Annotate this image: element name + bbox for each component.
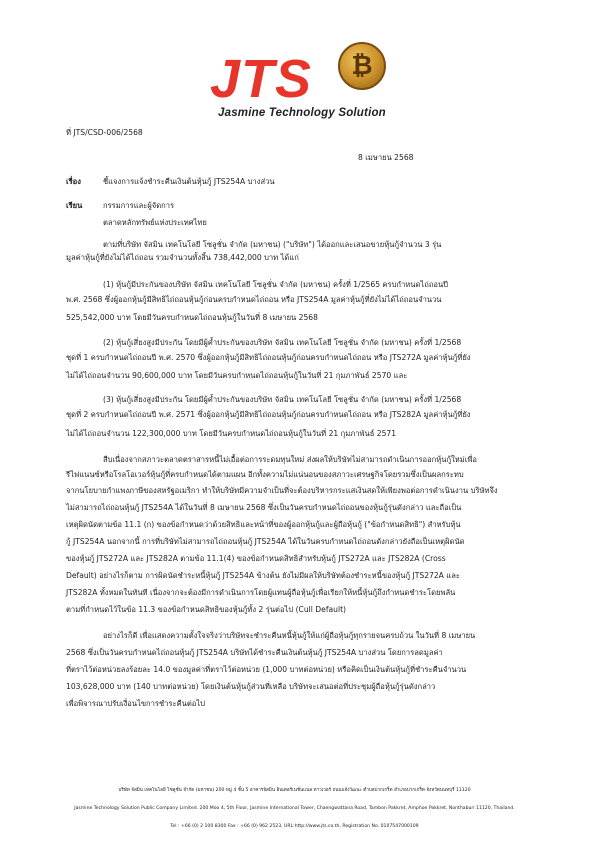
reference-number: ที่ JTS/CSD-006/2568 (66, 128, 143, 137)
bitcoin-coin-icon (338, 42, 386, 90)
footer-address-english: Jasmine Technology Solution Public Company Limited. 200 Moo 4, 5th Floor, Jasmine International Tower, Chaengwattana Road, Tambon Pakkret, Amphoe Pakkret, Nonthaburi 11120, Thailand. (74, 806, 515, 811)
item-2-line: ชุดที่ 1 ครบกำหนดไถ่ถอนปี พ.ศ. 2570 ซึ่งผู้ออกหุ้นกู้มีสิทธิไถ่ถอนหุ้นกู้ก่อนครบกำหนดไถ่ถอน หรือ JTS272A มูลค่าหุ้นกู้ที่ยัง (66, 353, 471, 362)
recipient-label: เรียน (66, 201, 83, 210)
company-logo-text: JTS (210, 49, 313, 109)
paragraph-3-line: 103,628,000 บาท (140 บาทต่อหน่วย) โดยเงินต้นหุ้นกู้ส่วนที่เหลือ บริษัทจะเสนอต่อที่ประชุมผู้ถือหุ้นกู้รุ่นดังกล่าว (66, 682, 436, 691)
company-subtitle: Jasmine Technology Solution (218, 107, 386, 119)
item-3-line: ชุดที่ 2 ครบกำหนดไถ่ถอนปี พ.ศ. 2571 ซึ่งผู้ออกหุ้นกู้มีสิทธิไถ่ถอนหุ้นกู้ก่อนครบกำหนดไถ่ถอน หรือ JTS282A มูลค่าหุ้นกู้ที่ยัง (66, 410, 471, 419)
item-2-line: (2) หุ้นกู้เสี่ยงสูงมีประกัน โดยมีผู้ค้ำประกันของบริษัท จัสมิน เทคโนโลยี โซลูชั่น จำกัด (มหาชน) ครั้งที่ 1/2568 (103, 338, 462, 347)
item-1-line: 525,542,000 บาท โดยมีวันครบกำหนดไถ่ถอนหุ้นกู้ในวันที่ 8 เมษายน 2568 (66, 313, 318, 322)
paragraph-2-line: ของหุ้นกู้ JTS272A และ JTS282A ตามข้อ 11.1(4) ของข้อกำหนดสิทธิสำหรับหุ้นกู้ JTS272A และ JTS282A (Cross (66, 554, 446, 563)
paragraph-2-line: ไม่สามารถไถ่ถอนหุ้นกู้ JTS254A ได้ในวันที่ 8 เมษายน 2568 ซึ่งเป็นวันครบกำหนดไถ่ถอนของหุ้นกู้รุ่นดังกล่าว และถือเป็น (66, 503, 462, 512)
item-3-line: ไม่ได้ไถ่ถอนจำนวน 122,300,000 บาท โดยมีวันครบกำหนดไถ่ถอนหุ้นกู้ในวันที่ 21 กุมภาพันธ์ 2571 (66, 429, 397, 438)
paragraph-2-line: Default) อย่างไรก็ตาม การผิดนัดชำระหนี้หุ้นกู้ JTS254A ข้างต้น ยังไม่มีผลให้บริษัทต้องชำระหนี้ของหุ้นกู้ JTS272A และ (66, 571, 460, 580)
recipient-line-1: กรรมการและผู้จัดการ (103, 201, 175, 210)
subject-text: ชี้แจงการแจ้งชำระคืนเงินต้นหุ้นกู้ JTS254A บางส่วน (103, 177, 275, 186)
paragraph-2-line: สืบเนื่องจากสภาวะตลาดตราสารหนี้ไม่เอื้อต่อการระดมทุนใหม่ ส่งผลให้บริษัทไม่สามารถดำเนินการออกหุ้นกู้ใหม่เพื่อ (103, 455, 477, 464)
intro-line: มูลค่าหุ้นกู้ที่ยังไม่ได้ไถ่ถอน รวมจำนวนทั้งสิ้น 738,442,000 บาท ได้แก่ (66, 253, 299, 262)
paragraph-3-line: 2568 ซึ่งเป็นวันครบกำหนดไถ่ถอนหุ้นกู้ JTS254A บริษัทได้ชำระคืนเงินต้นหุ้นกู้ JTS254A บางส่วน โดยการลดมูลค่า (66, 648, 443, 657)
paragraph-2-line: จากนโยบายกำแพงภาษีของสหรัฐอเมริกา ทำให้บริษัทมีความจำเป็นที่จะต้องบริหารกระแสเงินสดให้เพียงพอต่อการดำเนินงาน บริษัทจึง (66, 486, 498, 495)
paragraph-3-line: ที่ตราไว้ต่อหน่วยลงร้อยละ 14.0 ของมูลค่าที่ตราไว้ต่อหน่วย (1,000 บาทต่อหน่วย) หรือคิดเป็นเงินต้นหุ้นกู้ที่ชำระคืนจำนวน (66, 665, 467, 674)
paragraph-2-line: JTS282A ทั้งหมดในทันที เนื่องจากจะต้องมีการดำเนินการโดยผู้แทนผู้ถือหุ้นกู้เพื่อเรียกให้หนี้หุ้นกู้ถึงกำหนดชำระโดยพลัน (66, 588, 456, 597)
item-1-line: พ.ศ. 2568 ซึ่งผู้ออกหุ้นกู้มีสิทธิไถ่ถอนหุ้นกู้ก่อนครบกำหนดไถ่ถอน หรือ JTS254A มูลค่าหุ้นกู้ที่ยังไม่ได้ไถ่ถอนจำนวน (66, 295, 442, 304)
item-2-line: ไม่ได้ไถ่ถอนจำนวน 90,600,000 บาท โดยมีวันครบกำหนดไถ่ถอนหุ้นกู้ในวันที่ 21 กุมภาพันธ์ 2570 และ (66, 371, 408, 380)
intro-line: ตามที่บริษัท จัสมิน เทคโนโลยี โซลูชั่น จำกัด (มหาชน) ("บริษัท") ได้ออกและเสนอขายหุ้นกู้จำนวน 3 รุ่น (103, 240, 442, 249)
paragraph-2-line: เหตุผิดนัดตามข้อ 11.1 (ก) ของข้อกำหนดว่าด้วยสิทธิและหน้าที่ของผู้ออกหุ้นกู้และผู้ถือหุ้นกู้ ("ข้อกำหนดสิทธิ") สำหรับหุ้น (66, 520, 461, 529)
bitcoin-symbol: ₿ (351, 51, 373, 81)
paragraph-2-line: ตามที่กำหนดไว้ในข้อ 11.3 ของข้อกำหนดสิทธิของหุ้นกู้ทั้ง 2 รุ่นต่อไป (Cull Default) (66, 605, 347, 614)
paragraph-3-line: อย่างไรก็ดี เพื่อแสดงความตั้งใจจริงว่าบริษัทจะชำระคืนหนี้หุ้นกู้ให้แก่ผู้ถือหุ้นกู้ทุกรายจนครบถ้วน ในวันที่ 8 เมษายน (103, 631, 476, 640)
paragraph-2-line: กู้ JTS254A นอกจากนี้ การที่บริษัทไม่สามารถไถ่ถอนหุ้นกู้ JTS254A ได้ในวันครบกำหนดไถ่ถอนดังกล่าวยังถือเป็นเหตุผิดนัด (66, 537, 465, 546)
item-1-line: (1) หุ้นกู้มีประกันของบริษัท จัสมิน เทคโนโลยี โซลูชั่น จำกัด (มหาชน) ครั้งที่ 1/2565 ครบกำหนดไถ่ถอนปี (103, 280, 448, 289)
item-3-line: (3) หุ้นกู้เสี่ยงสูงมีประกัน โดยมีผู้ค้ำประกันของบริษัท จัสมิน เทคโนโลยี โซลูชั่น จำกัด (มหาชน) ครั้งที่ 1/2568 (103, 395, 462, 404)
letter-date: 8 เมษายน 2568 (358, 153, 414, 162)
footer-address-thai: บริษัท จัสมิน เทคโนโลยี โซลูชั่น จำกัด (มหาชน) 200 หมู่ 4 ชั้น 5 อาคารจัสมิน อินเตอร์เนชั่นแนล ทาวเวอร์ ถนนแจ้งวัฒนะ ตำบลปากเกร็ด อำเภอปากเกร็ด จังหวัดนนทบุรี 11120 (118, 788, 471, 793)
subject-label: เรื่อง (66, 177, 81, 186)
paragraph-2-line: รีไฟแนนซ์หรือโรลโอเวอร์หุ้นกู้ที่ครบกำหนดได้ตามแผน อีกทั้งความไม่แน่นอนของสภาวะเศรษฐกิจโดยรวมซึ่งเป็นผลกระทบ (66, 470, 464, 479)
paragraph-3-line: เพื่อพิจารณาปรับเงื่อนไขการชำระคืนต่อไป (66, 699, 205, 708)
recipient-line-2: ตลาดหลักทรัพย์แห่งประเทศไทย (103, 218, 207, 227)
footer-contact: Tel : +66 (0) 2 100 8300 Fax : +66 (0) 962 2523, URL:http://www.jts.co.th, Registration No. 0107547000109 (170, 824, 419, 829)
